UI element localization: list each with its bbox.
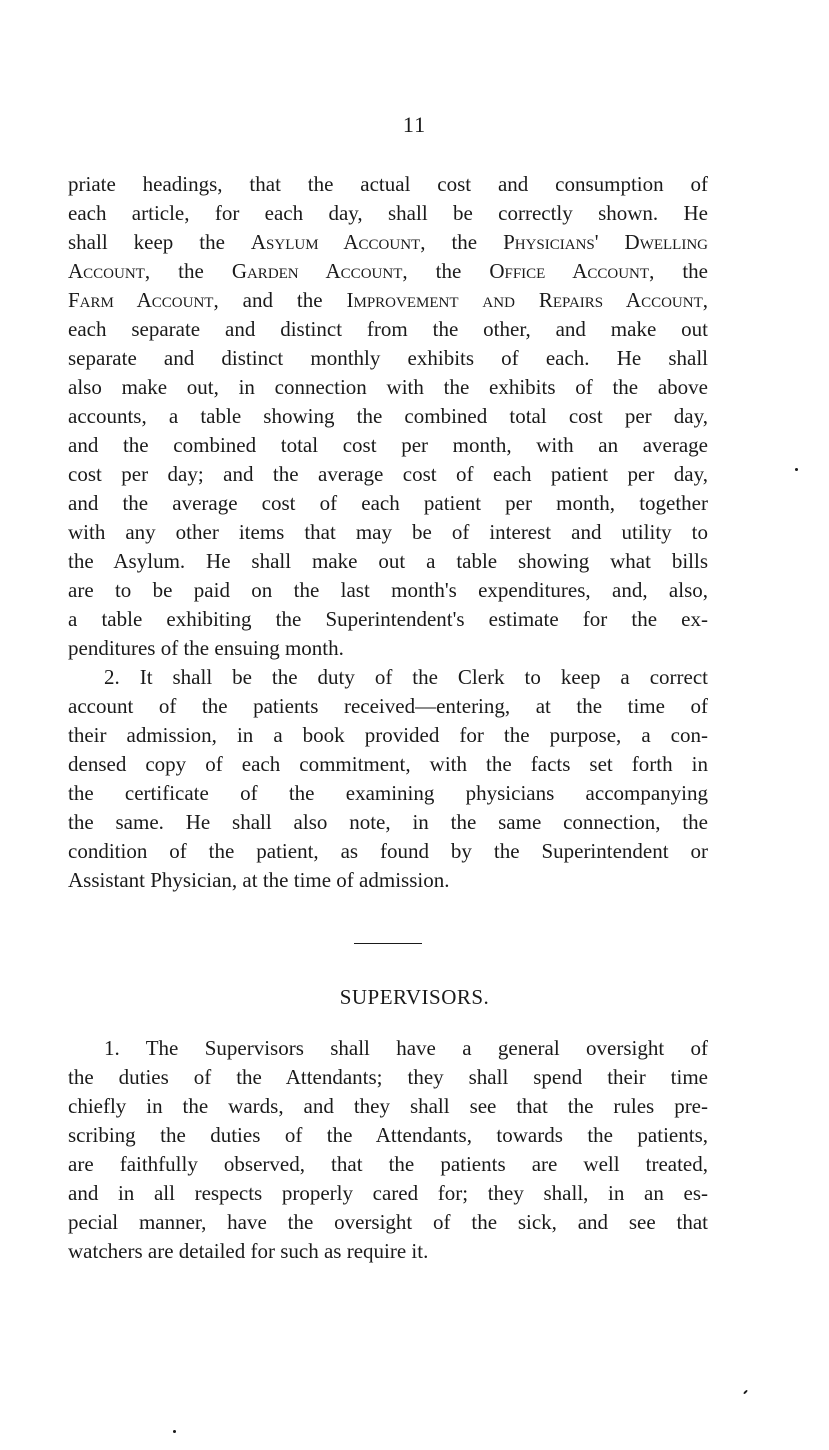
text-span: , and the: [213, 288, 347, 312]
section-divider: [354, 943, 422, 944]
account-name: Improvement and Repairs Account: [346, 288, 703, 312]
text-line: separate and distinct monthly exhibits of each. He shall: [68, 346, 708, 370]
text-line: condition of the patient, as found by the Superintendent or: [68, 839, 708, 863]
text-line: account of the patients received—entering, at the time of: [68, 694, 708, 718]
text-span: , the: [420, 230, 504, 254]
text-line: [68, 228, 708, 257]
text-span: , the: [649, 259, 708, 283]
text-line: a table exhibiting the Superintendent's estimate for the ex-: [68, 607, 708, 631]
text-line: and in all respects properly cared for; they shall, in an es-: [68, 1181, 708, 1205]
text-line: scribing the duties of the Attendants, towards the patients,: [68, 1123, 708, 1147]
text-line: and the combined total cost per month, with an average: [68, 433, 708, 457]
text-line: chiefly in the wards, and they shall see that the rules pre-: [68, 1094, 708, 1118]
text-line: their admission, in a book provided for the purpose, a con-: [68, 723, 708, 747]
text-span: , the: [144, 259, 232, 283]
print-speck: [743, 1390, 748, 1395]
clerk-duties-text: [68, 170, 708, 895]
text-line: penditures of the ensuing month.: [68, 636, 344, 660]
account-name: Garden Account: [231, 259, 403, 283]
text-line: are faithfully observed, that the patients are well treated,: [68, 1152, 708, 1176]
text-line: [68, 257, 708, 286]
text-line: pecial manner, have the oversight of the sick, and see that: [68, 1210, 708, 1234]
text-line: priate headings, that the actual cost and consumption of: [68, 172, 708, 196]
text-line: Assistant Physician, at the time of admission.: [68, 868, 450, 892]
text-line: 2. It shall be the duty of the Clerk to keep a correct: [104, 665, 708, 689]
text-line: [68, 286, 708, 315]
text-line: densed copy of each commitment, with the facts set forth in: [68, 752, 708, 776]
account-name: Farm Account: [68, 288, 214, 312]
text-span: , the: [402, 259, 490, 283]
account-name: Asylum Account: [250, 230, 421, 254]
section-heading: SUPERVISORS.: [339, 985, 490, 1009]
account-name: Office Account: [489, 259, 650, 283]
text-line: each article, for each day, shall be correctly shown. He: [68, 201, 708, 225]
text-line: watchers are detailed for such as require it.: [68, 1239, 429, 1263]
text-span: ,: [702, 288, 709, 312]
text-line: the duties of the Attendants; they shall spend their time: [68, 1065, 708, 1089]
text-line: cost per day; and the average cost of each patient per day,: [68, 462, 708, 486]
text-line: the certificate of the examining physicians accompanying: [68, 781, 708, 805]
text-line: each separate and distinct from the other, and make out: [68, 317, 708, 341]
text-line: the Asylum. He shall make out a table showing what bills: [68, 549, 708, 573]
text-line: with any other items that may be of interest and utility to: [68, 520, 708, 544]
text-line: accounts, a table showing the combined total cost per day,: [68, 404, 708, 428]
print-speck: [173, 1430, 176, 1433]
account-name: Account: [68, 259, 145, 283]
text-line: are to be paid on the last month's expenditures, and, also,: [68, 578, 708, 602]
text-line: and the average cost of each patient per month, together: [68, 491, 708, 515]
text-line: 1. The Supervisors shall have a general oversight of: [104, 1036, 708, 1060]
text-line: the same. He shall also note, in the same connection, the: [68, 810, 708, 834]
print-speck: [795, 468, 798, 471]
text-line: also make out, in connection with the exhibits of the above: [68, 375, 708, 399]
supervisors-duties-text: [68, 1034, 708, 1266]
account-name: Physicians' Dwelling: [503, 230, 708, 254]
page-number: 11: [402, 112, 427, 137]
text-span: shall keep the: [68, 230, 251, 254]
